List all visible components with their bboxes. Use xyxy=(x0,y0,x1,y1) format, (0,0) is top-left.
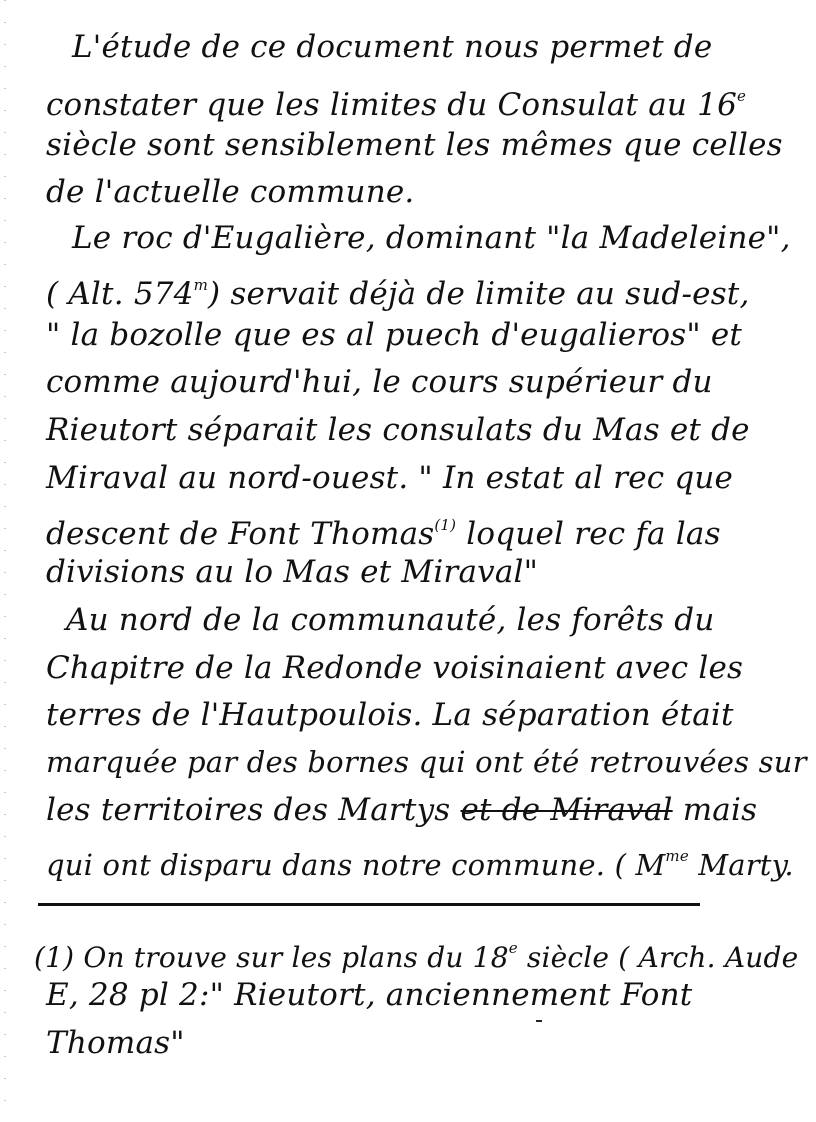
p2-line-2 xyxy=(46,265,750,314)
p3-line-6-text-b: Marty. xyxy=(688,848,794,882)
p2-line-2-sup: m xyxy=(193,276,209,294)
p2-line-7-text-b: loquel rec fa las xyxy=(456,516,721,552)
p2-line-7 xyxy=(46,505,721,554)
p2-line-2-text-a: ( Alt. 574 xyxy=(46,276,194,312)
stray-pen-mark xyxy=(536,1020,542,1022)
p2-line-7-footnote-ref: (1) xyxy=(434,516,457,534)
footnote-separator-rule xyxy=(38,903,700,906)
footnote-line-3: Thomas" xyxy=(46,1025,185,1061)
p1-line-2-text: constater que les limites du Consulat au 16 xyxy=(46,87,737,123)
p2-line-8: divisions au lo Mas et Miraval" xyxy=(46,554,539,590)
p3-line-5-text-b: mais xyxy=(672,792,758,828)
footnote-line-2: E, 28 pl 2:" Rieutort, anciennement Font xyxy=(46,977,693,1013)
p3-line-5-text-a: les territoires des Martys xyxy=(46,792,461,828)
p2-line-4: comme aujourd'hui, le cours supérieur du xyxy=(46,364,713,400)
p3-line-2: Chapitre de la Redonde voisinaient avec les xyxy=(46,650,744,686)
p3-line-4: marquée par des bornes qui ont été retrouvées sur xyxy=(46,745,807,779)
p1-line-4: de l'actuelle commune. xyxy=(46,174,415,210)
p2-line-1: Le roc d'Eugalière, dominant "la Madeleine", xyxy=(72,220,791,256)
footnote-line-1-sup: e xyxy=(508,939,518,957)
p1-line-3: siècle sont sensiblement les mêmes que celles xyxy=(46,127,783,163)
p3-line-1: Au nord de la communauté, les forêts du xyxy=(66,602,715,638)
p1-line-2-sup: e xyxy=(737,87,747,105)
p3-line-5-struck-text: et de Miraval xyxy=(460,792,673,828)
p3-line-6 xyxy=(46,836,794,885)
p1-line-2 xyxy=(46,76,746,125)
p3-line-6-sup: me xyxy=(665,847,689,865)
p2-line-7-text-a: descent de Font Thomas xyxy=(46,516,435,552)
p2-line-6: Miraval au nord-ouest. " In estat al rec que xyxy=(46,460,734,496)
p3-line-3: terres de l'Hautpoulois. La séparation était xyxy=(46,697,734,733)
p2-line-3: " la bozolle que es al puech d'eugalieros" et xyxy=(46,317,743,353)
footnote-line-1-text-a: (1) On trouve sur les plans du 18 xyxy=(34,941,509,974)
p3-line-6-text-a: qui ont disparu dans notre commune. ( M xyxy=(46,848,666,882)
p1-line-1: L'étude de ce document nous permet de xyxy=(72,29,713,65)
p3-line-5 xyxy=(46,790,757,830)
left-margin-dots xyxy=(4,0,6,1122)
p2-line-5: Rieutort séparait les consulats du Mas et de xyxy=(46,412,750,448)
footnote-line-1 xyxy=(34,928,798,978)
footnote-line-1-text-b: siècle ( Arch. Aude xyxy=(517,941,799,974)
p2-line-2-text-b: ) servait déjà de limite au sud-est, xyxy=(208,276,750,312)
